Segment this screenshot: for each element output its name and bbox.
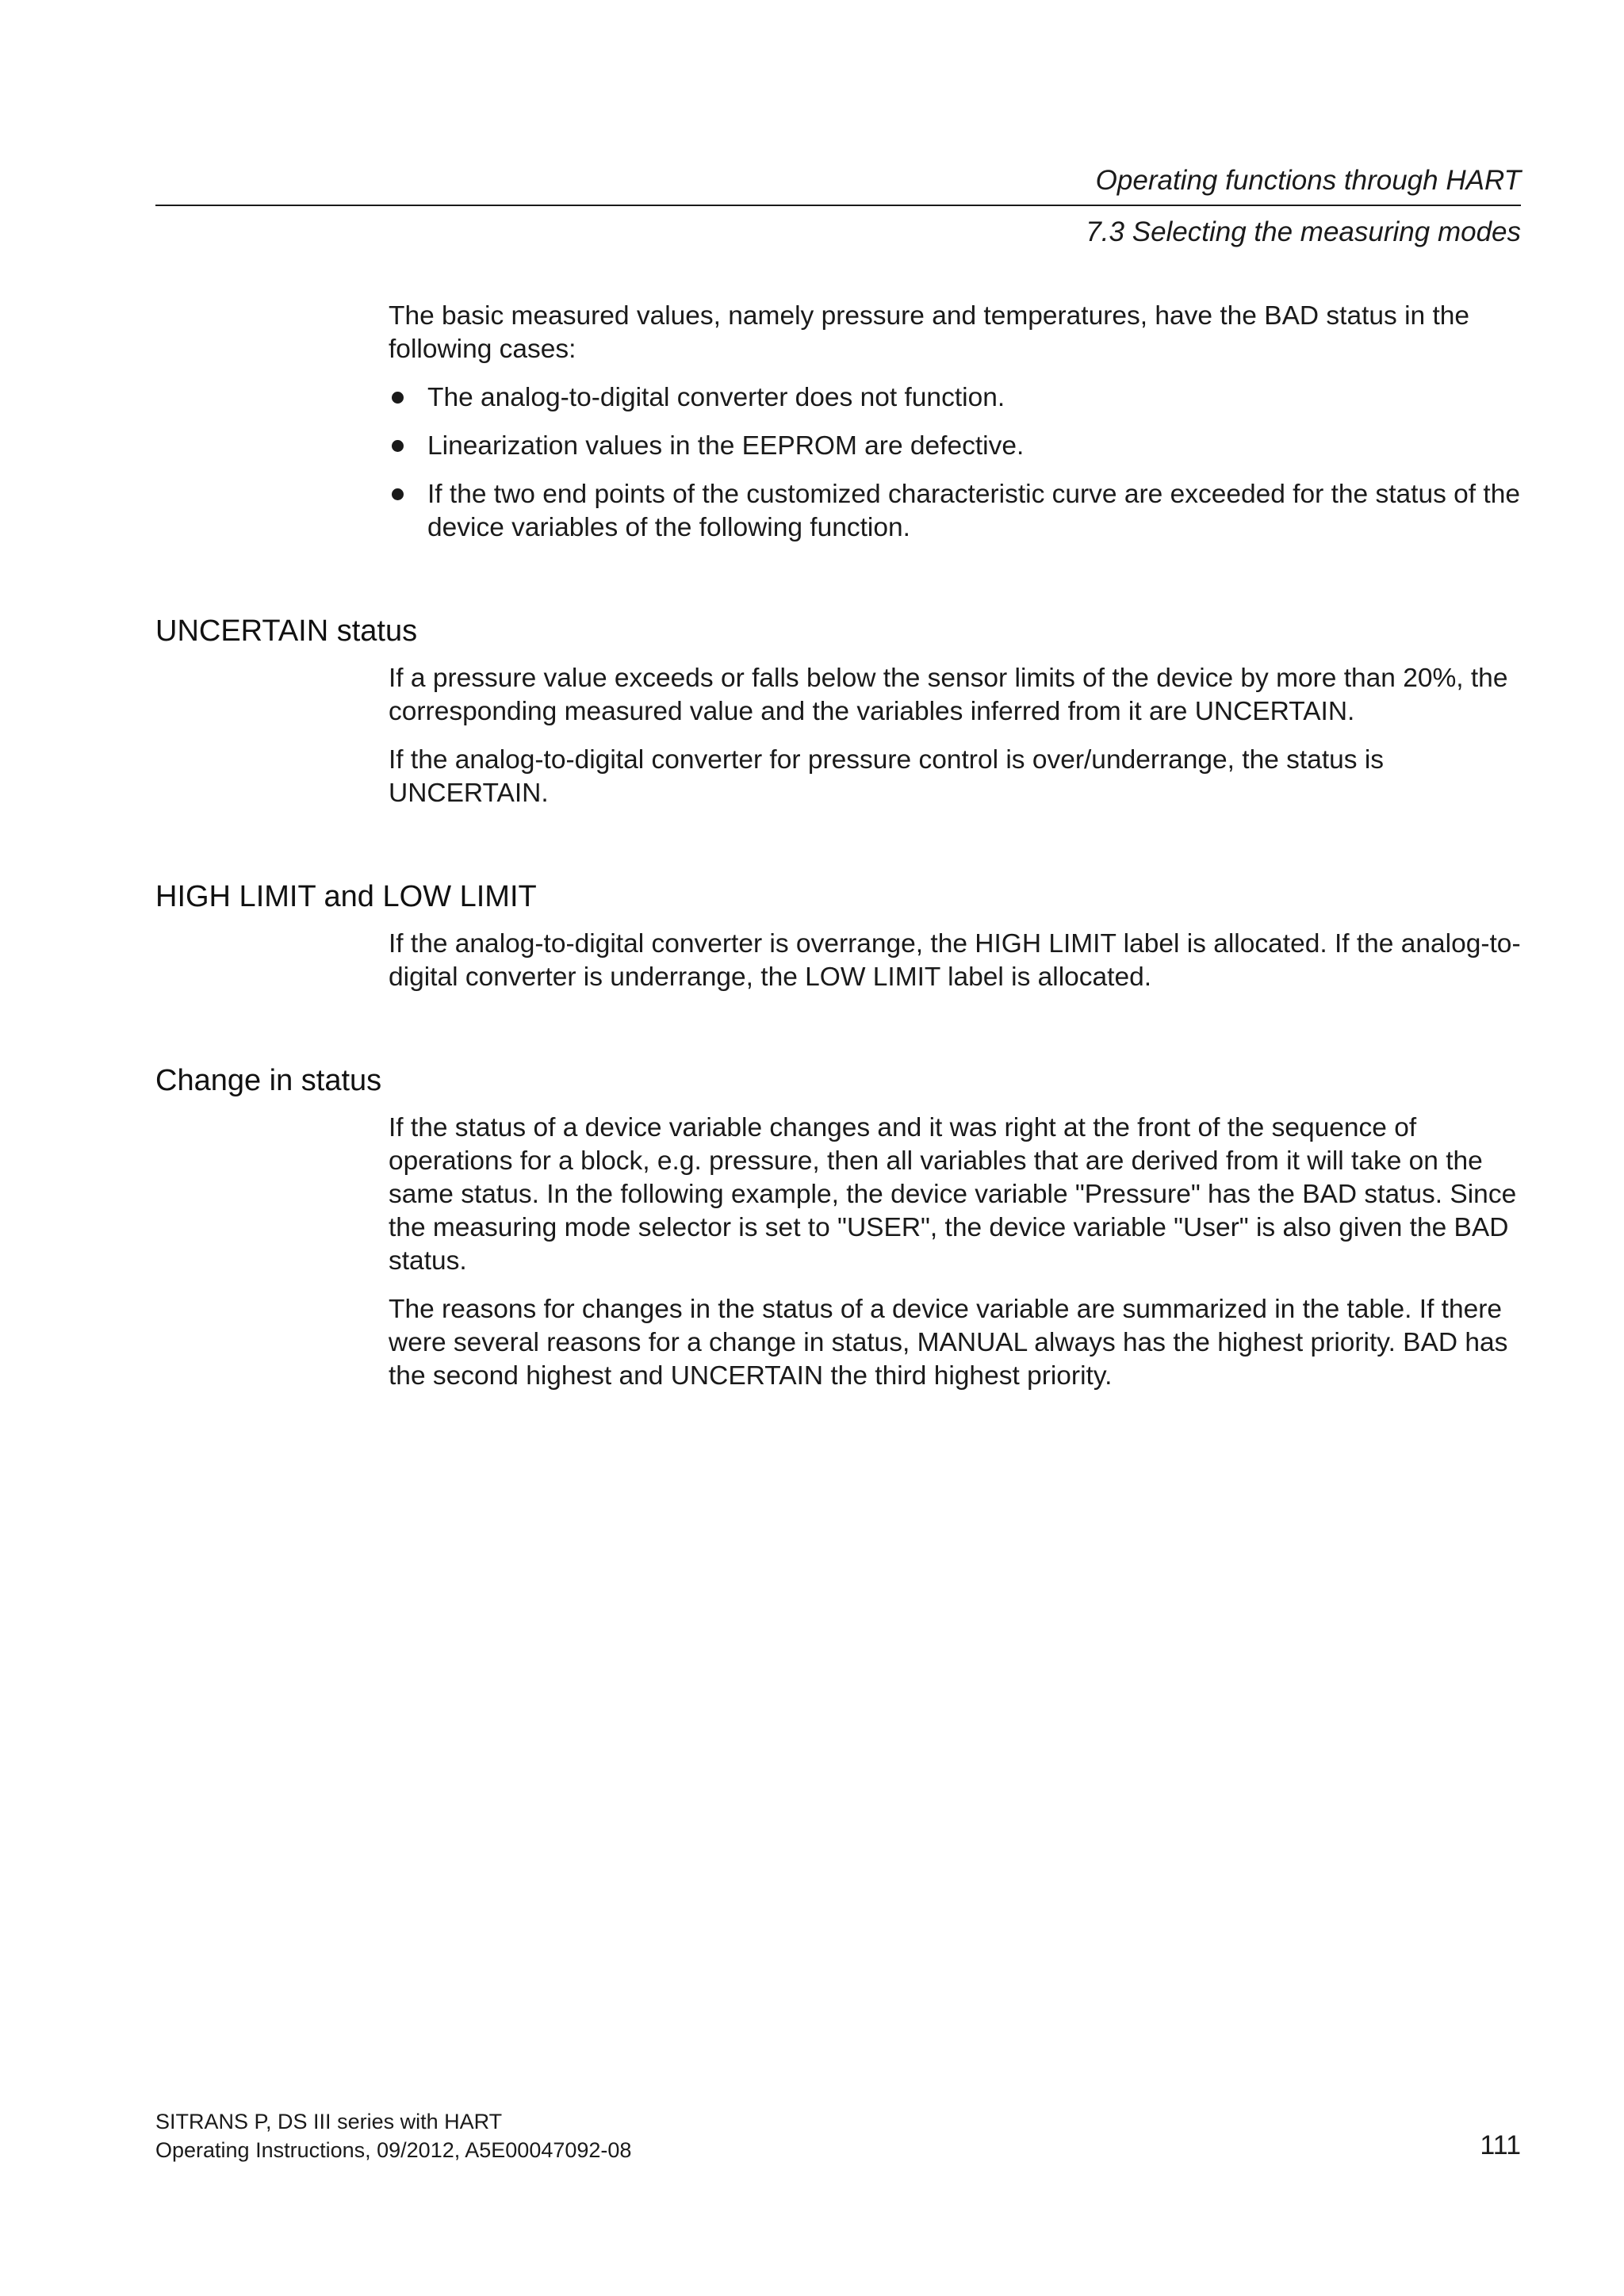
section-paragraph: If the status of a device variable changes and it was right at the front of the sequence of operations for a block, e.g. pressure, then all variables that are derived from it will take on the same status. In the following example, the device variable "Pressure" has the BAD status. Since the measuring mode selector is set to "USER", the device variable "User" is also given the BAD status. [389,1113,1517,1276]
list-item-text: If the two end points of the customized characteristic curve are exceeded for the status of the device variables of the following function. [427,480,1520,542]
bad-status-list [389,381,1521,545]
bullet-icon [392,392,404,404]
section-body [389,662,1521,810]
list-item [389,430,1521,463]
list-item-text: The analog-to-digital converter does not function. [427,383,1005,412]
section-change-in-status [155,1062,1521,1393]
bullet-icon [392,488,404,500]
header-chapter-title: Operating functions through HART [1095,165,1521,196]
intro-block [389,300,1521,545]
list-item [389,478,1521,545]
section-body [389,1112,1521,1393]
section-paragraph: The reasons for changes in the status of a device variable are summarized in the table. If there were several reasons for a change in status, MANUAL always has the highest priority. BAD has the second highest and UNCERTAIN the third highest priority. [389,1295,1508,1391]
bullet-icon [392,440,404,452]
section-paragraph: If the analog-to-digital converter is overrange, the HIGH LIMIT label is allocated. If the analog-to-digital converter is underrange, the LOW LIMIT label is allocated. [389,929,1521,992]
section-uncertain-status [155,613,1521,810]
running-header [155,163,1521,250]
intro-paragraph: The basic measured values, namely pressure and temperatures, have the BAD status in the following cases: [389,301,1470,364]
header-section-title: 7.3 Selecting the measuring modes [1086,216,1521,247]
section-heading: HIGH LIMIT and LOW LIMIT [155,880,537,913]
section-heading: Change in status [155,1064,382,1097]
section-body [389,928,1521,994]
header-rule [155,205,1521,206]
section-paragraph: If the analog-to-digital converter for pressure control is over/underrange, the status is UNCERTAIN. [389,745,1385,808]
footer-product: SITRANS P, DS III series with HART [155,2110,503,2133]
page-content [155,300,1521,1393]
list-item [389,381,1521,415]
list-item-text: Linearization values in the EEPROM are defective. [427,431,1025,461]
section-high-low-limit [155,878,1521,994]
page-footer [155,2107,1521,2164]
section-paragraph: If a pressure value exceeds or falls below the sensor limits of the device by more than 20%, the corresponding measured value and the variables inferred from it are UNCERTAIN. [389,664,1508,726]
page-number: 111 [1480,2130,1521,2160]
section-heading: UNCERTAIN status [155,614,418,648]
footer-document-info: Operating Instructions, 09/2012, A5E00047092-08 [155,2138,632,2162]
